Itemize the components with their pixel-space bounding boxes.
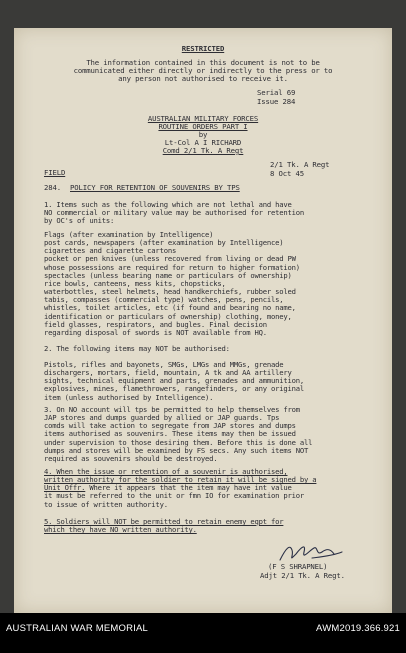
paragraph-4-line-3: Unit Offr. [44,483,86,493]
paragraph-4-rest: Where it appears that the item may have int value it must be referred to the unit or fmn IO for examination prior to issue of written authority. [44,483,305,509]
paragraph-5 [44,518,380,534]
classification-heading: RESTRICTED [181,44,225,53]
serial-number: Serial 69 [257,88,296,97]
footer-institution: AUSTRALIAN WAR MEMORIAL [6,623,149,634]
signatory-title: Adjt 2/1 Tk. A Regt. [260,571,345,580]
paragraph-4-line-1: 4. When the issue or retention of a souvenir is authorised, [44,467,288,476]
unit-name: 2/1 Tk. A Regt [270,160,330,169]
signatory-name: (F S SHRAPNEL) [268,562,328,571]
order-title: POLICY FOR RETENTION OF SOUVENIRS BY TPS [70,183,240,192]
order-date: 8 Oct 45 [270,169,304,178]
location-label: FIELD [44,168,66,177]
footer-accession-number: AWM2019.366.921 [316,623,400,634]
commander-name: Lt-Col A I RICHARD [164,138,242,147]
orders-heading: ROUTINE ORDERS PART I [158,122,248,131]
paragraph-1: 1. Items such as the following which are not lethal and have NO commercial or military value may be authorised for retention by OC's of units: [44,200,305,226]
authorised-items-list: Flags (after examination by Intelligence) post cards, newspapers (after examination by Intelligence) cigarettes and cigarette cartons pocket or pen knives (unless recovered from living or dead PW whose possessions are required for return to higher formation) spectacles (unless bearing name or particulars of ownership) rice bowls, canteens, mess kits, chopsticks, waterbottles, steel helmets, head handkerchiefs, rubber soled tabis, compasses (commercial type) watches, pens, pencils, whistles, toilet articles, etc (if found and bearing no name, identification or particulars of ownership) clothing, money, field glasses, respirators, and bugles. Final decision regarding disposal of swords is NOT available from HQ. [44,230,300,337]
paragraph-3: 3. On NO account will tps be permitted to help themselves from JAP stores and dumps guarded by allied or JAP guards. Tps comds will take action to segregate from JAP stores and dumps items authorised as souvenirs. These items may then be issued under supervision to those desiring them. Before this is done all dumps and stores will be examined by FS secs. Any such items NOT required as souvenirs should be destroyed. [44,405,313,463]
commander-unit: Comd 2/1 Tk. A Regt [162,146,244,155]
archive-footer [0,613,406,653]
not-authorised-list: Pistols, rifles and bayonets, SMGs, LMGs and MMGs, grenade dischargers, mortars, field, mountain, A tk and AA artillery sights, technical equipment and parts, grenades and ammunition, explosives, mines, flamethrowers, rangefinders, or any original item (unless authorised by Intelligence). [44,360,305,402]
order-number: 284. [44,183,61,192]
paragraph-4 [44,468,380,509]
by-line: by [198,130,208,139]
restriction-notice: The information contained in this document is not to be communicated either directly or indirectly to the press or to any person not authorised to receive it. [73,58,333,84]
org-heading: AUSTRALIAN MILITARY FORCES [147,114,259,123]
paragraph-5-line-2: which they have NO written authority. [44,525,197,535]
document-page [14,28,392,613]
issue-number: Issue 284 [257,97,296,106]
paragraph-5-line-1: 5. Soldiers will NOT be permitted to retain enemy eqpt for [44,517,284,526]
paragraph-4-line-2: written authority for the soldier to retain it will be signed by a [44,475,317,485]
paragraph-2: 2. The following items may NOT be authorised: [44,344,230,353]
